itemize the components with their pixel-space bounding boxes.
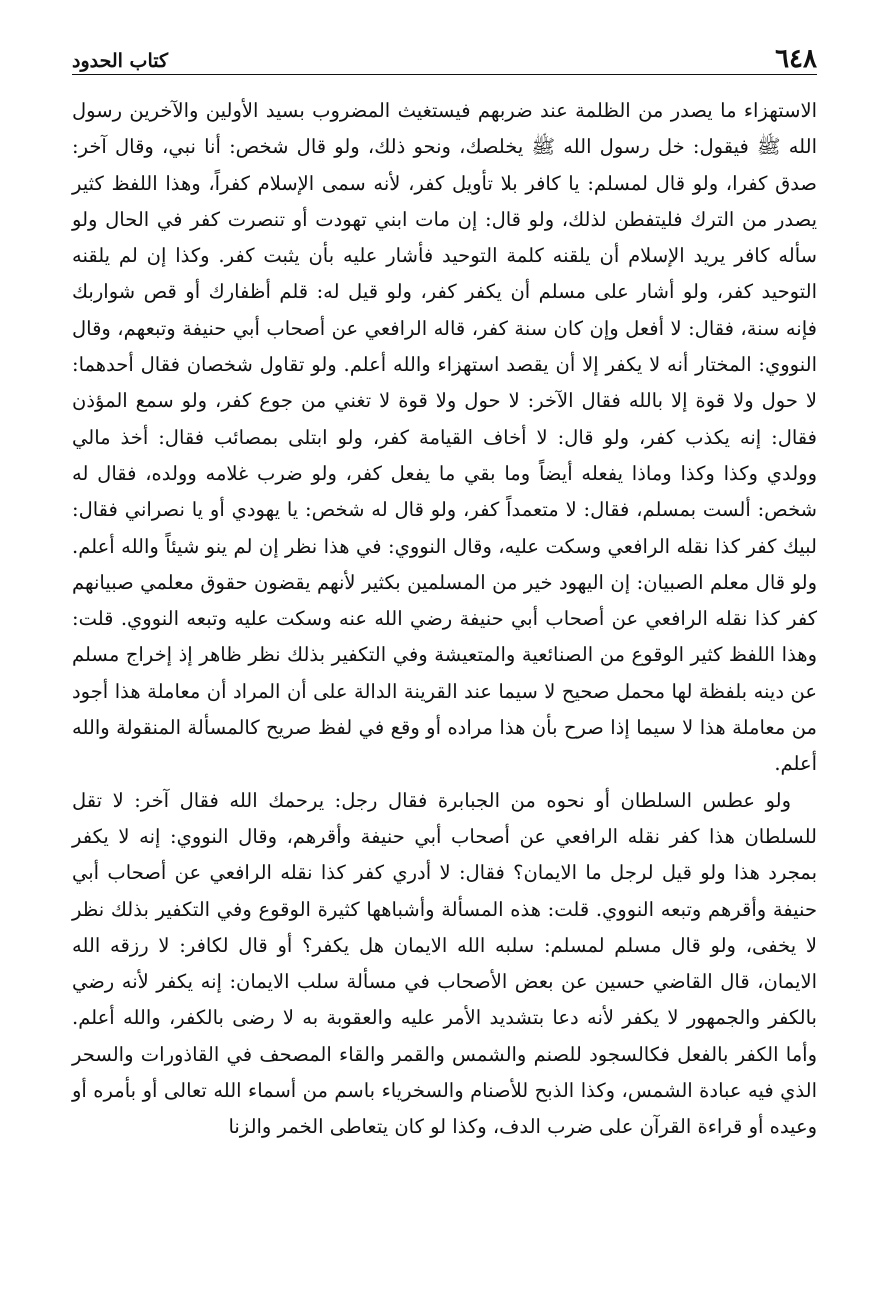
- running-head: [72, 38, 817, 75]
- page-number: ٦٤٨: [775, 44, 817, 74]
- body-text: [72, 93, 817, 1146]
- paragraph-1: الاستهزاء ما يصدر من الظلمة عند ضربهم فيستغيث المضروب بسيد الأولين والآخرين رسول الله ﷺ فيقول: خل رسول الله ﷺ يخلصك، ونحو ذلك، ولو قال شخص: أنا نبي، وقال آخر: صدق كفرا، ولو قال لمسلم: يا كافر بلا تأويل كفر، لأنه سمى الإسلام كفراً، وهذا اللفظ كثير يصدر من الترك فليتفطن لذلك، ولو قال: إن مات ابني تهودت أو تنصرت كفر في الحال ولو سأله كافر يريد الإسلام أن يلقنه كلمة التوحيد فأشار عليه بأن يثبت كفر. وكذا إن لم يلقنه التوحيد كفر، ولو أشار على مسلم أن يكفر كفر، ولو قيل له: قلم أظفارك أو قص شواربك فإنه سنة، فقال: لا أفعل وإن كان سنة كفر، قاله الرافعي عن أصحاب أبي حنيفة وتبعهم، وقال النووي: المختار أنه لا يكفر إلا أن يقصد استهزاء والله أعلم. ولو تقاول شخصان فقال أحدهما: لا حول ولا قوة إلا بالله فقال الآخر: لا حول ولا قوة لا تغني من جوع كفر، ولو سمع المؤذن فقال: إنه يكذب كفر، ولو قال: لا أخاف القيامة كفر، ولو ابتلى بمصائب فقال: أخذ مالي وولدي وكذا وكذا وماذا يفعله أيضاً وما بقي ما يفعل كفر، ولو ضرب غلامه وولده، فقال له شخص: ألست بمسلم، فقال: لا متعمداً كفر، ولو قال له شخص: يا يهودي أو يا نصراني فقال: لبيك كفر كذا نقله الرافعي وسكت عليه، وقال النووي: في هذا نظر إن لم ينو شيئاً والله أعلم. ولو قال معلم الصبيان: إن اليهود خير من المسلمين بكثير لأنهم يقضون حقوق معلمي صبيانهم كفر كذا نقله الرافعي عن أصحاب أبي حنيفة رضي الله عنه وسكت عليه وتبعه النووي. قلت: وهذا اللفظ كثير الوقوع من الصنائعية والمتعيشة وفي التكفير بذلك نظر ظاهر إذ إخراج مسلم عن دينه بلفظة لها محمل صحيح لا سيما عند القرينة الدالة على أن المراد أن معاملة هذا أجود من معاملة هذا لا سيما إذا صرح بأن هذا مراده أو وقع في لفظ صريح كالمسألة المنقولة والله أعلم.: [72, 99, 817, 776]
- book-title: كتاب الحدود: [72, 50, 169, 72]
- paragraph-2: ولو عطس السلطان أو نحوه من الجبابرة فقال رجل: يرحمك الله فقال آخر: لا تقل للسلطان هذا كفر نقله الرافعي عن أصحاب أبي حنيفة وأقرهم، وقال النووي: إنه لا يكفر بمجرد هذا ولو قيل لرجل ما الايمان؟ فقال: لا أدري كفر كذا نقله الرافعي عن أصحاب أبي حنيفة وأقرهم وتبعه النووي. قلت: هذه المسألة وأشباهها كثيرة الوقوع وفي التكفير بذلك نظر لا يخفى، ولو قال مسلم لمسلم: سلبه الله الايمان هل يكفر؟ أو قال لكافر: لا رزقه الله الايمان، قال القاضي حسين عن بعض الأصحاب في مسألة سلب الايمان: إنه يكفر لأنه رضي بالكفر والجمهور لا يكفر لأنه دعا بتشديد الأمر عليه والعقوبة به لا رضى بالكفر، والله أعلم. وأما الكفر بالفعل فكالسجود للصنم والشمس والقمر والقاء المصحف في القاذورات والسحر الذي فيه عبادة الشمس، وكذا الذبح للأصنام والسخرياء باسم من أسماء الله تعالى أو بأمره أو وعيده أو قراءة القرآن على ضرب الدف، وكذا لو كان يتعاطى الخمر والزنا: [72, 788, 817, 1139]
